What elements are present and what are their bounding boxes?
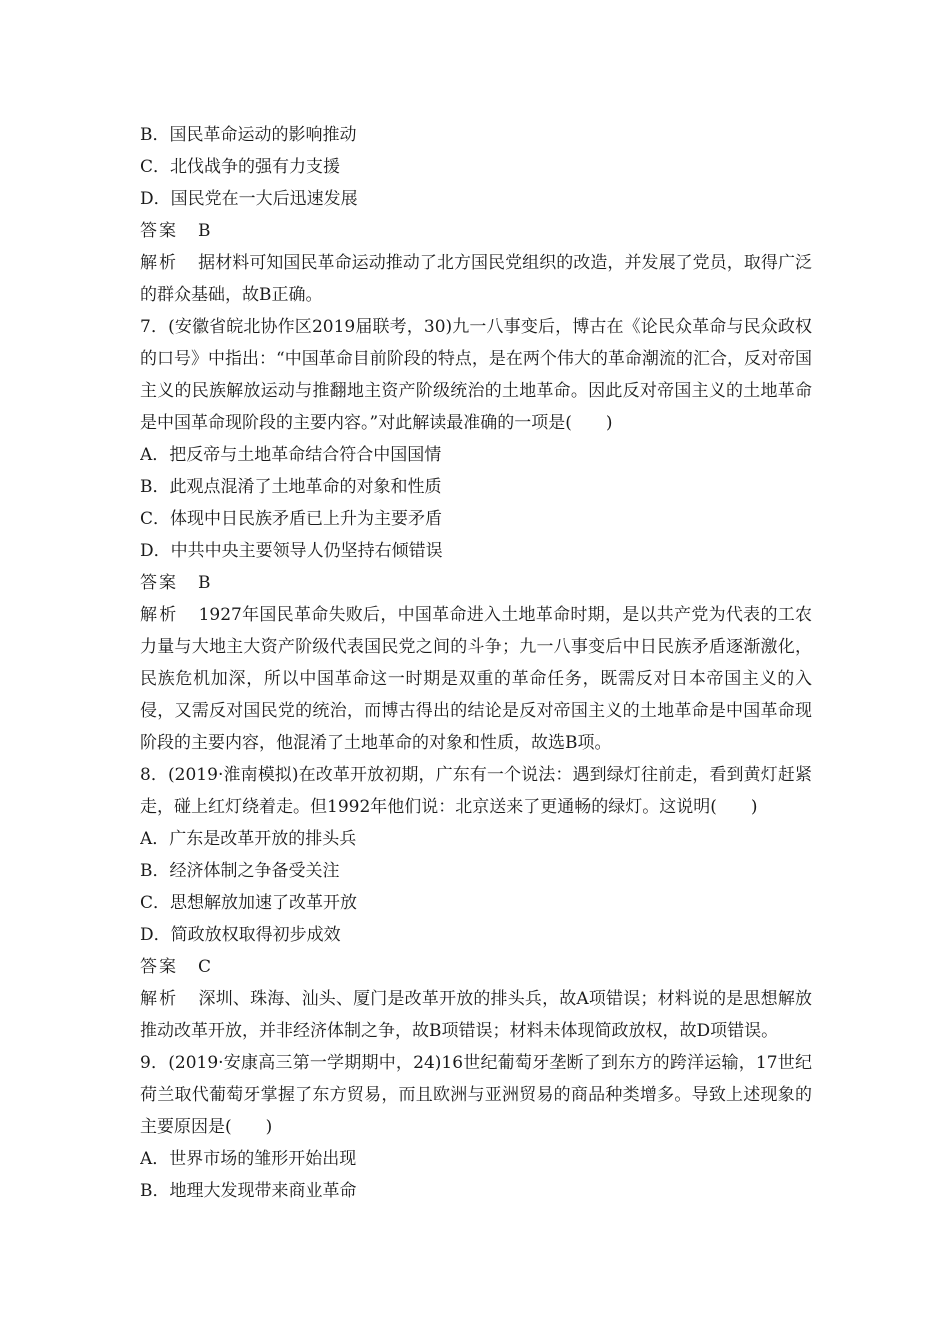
q8-option-a: A．广东是改革开放的排头兵: [140, 829, 357, 849]
analysis-text: 深圳、珠海、汕头、厦门是改革开放的排头兵，故A项错误；材料说的是思想解放推动改革开放，并非经济体制之争，故B项错误；材料未体现简政放权，故D项错误。: [140, 989, 812, 1041]
q8-answer: [140, 951, 812, 983]
q6-analysis: [140, 247, 812, 311]
answer-label: 答案: [140, 957, 178, 977]
answer-label: 答案: [140, 221, 178, 241]
analysis-label: 解析: [140, 605, 179, 625]
q7-stem: 7．(安徽省皖北协作区2019届联考，30)九一八事变后，博古在《论民众革命与民众政权的口号》中指出：“中国革命目前阶段的特点，是在两个伟大的革命潮流的汇合，反对帝国主义的民族解放运动与推翻地主资产阶级统治的土地革命。因此反对帝国主义的土地革命是中国革命现阶段的主要内容。”对此解读最准确的一项是( ): [140, 317, 812, 433]
q7-option-d: D．中共中央主要领导人仍坚持右倾错误: [140, 541, 443, 561]
q7-option-c: C．体现中日民族矛盾已上升为主要矛盾: [140, 509, 443, 529]
q8-stem: 8．(2019·淮南模拟)在改革开放初期，广东有一个说法：遇到绿灯往前走，看到黄灯赶紧走，碰上红灯绕着走。但1992年他们说：北京送来了更通畅的绿灯。这说明( ): [140, 765, 812, 817]
q6-answer: [140, 215, 812, 247]
page-content: [140, 119, 812, 1207]
answer-value: B: [198, 221, 211, 241]
q7-option-b: B．此观点混淆了土地革命的对象和性质: [140, 477, 442, 497]
q9-option-b: B．地理大发现带来商业革命: [140, 1181, 357, 1201]
q8-analysis: [140, 983, 812, 1047]
analysis-text: 1927年国民革命失败后，中国革命进入土地革命时期，是以共产党为代表的工农力量与大地主大资产阶级代表国民党之间的斗争；九一八事变后中日民族矛盾逐渐激化，民族危机加深，所以中国革命这一时期是双重的革命任务，既需反对日本帝国主义的入侵，又需反对国民党的统治，而博古得出的结论是反对帝国主义的土地革命是中国革命现阶段的主要内容，他混淆了土地革命的对象和性质，故选B项。: [140, 605, 813, 753]
analysis-text: 据材料可知国民革命运动推动了北方国民党组织的改造，并发展了党员，取得广泛的群众基础，故B正确。: [140, 253, 813, 305]
q6-option-c: C．北伐战争的强有力支援: [140, 157, 341, 177]
q6-option-b: B．国民革命运动的影响推动: [140, 125, 357, 145]
q7-answer: [140, 567, 812, 599]
answer-label: 答案: [140, 573, 178, 593]
q8-option-c: C．思想解放加速了改革开放: [140, 893, 358, 913]
analysis-label: 解析: [140, 989, 179, 1009]
q8-option-d: D．简政放权取得初步成效: [140, 925, 341, 945]
q9-stem: 9．(2019·安康高三第一学期期中，24)16世纪葡萄牙垄断了到东方的跨洋运输，17世纪荷兰取代葡萄牙掌握了东方贸易，而且欧洲与亚洲贸易的商品种类增多。导致上述现象的主要原因是( ): [140, 1053, 812, 1137]
q7-analysis: [140, 599, 812, 759]
q8-option-b: B．经济体制之争备受关注: [140, 861, 340, 881]
answer-value: B: [198, 573, 211, 593]
q7-option-a: A．把反帝与土地革命结合符合中国国情: [140, 445, 442, 465]
q6-option-d: D．国民党在一大后迅速发展: [140, 189, 358, 209]
q9-option-a: A．世界市场的雏形开始出现: [140, 1149, 357, 1169]
analysis-label: 解析: [140, 253, 179, 273]
answer-value: C: [198, 957, 212, 977]
